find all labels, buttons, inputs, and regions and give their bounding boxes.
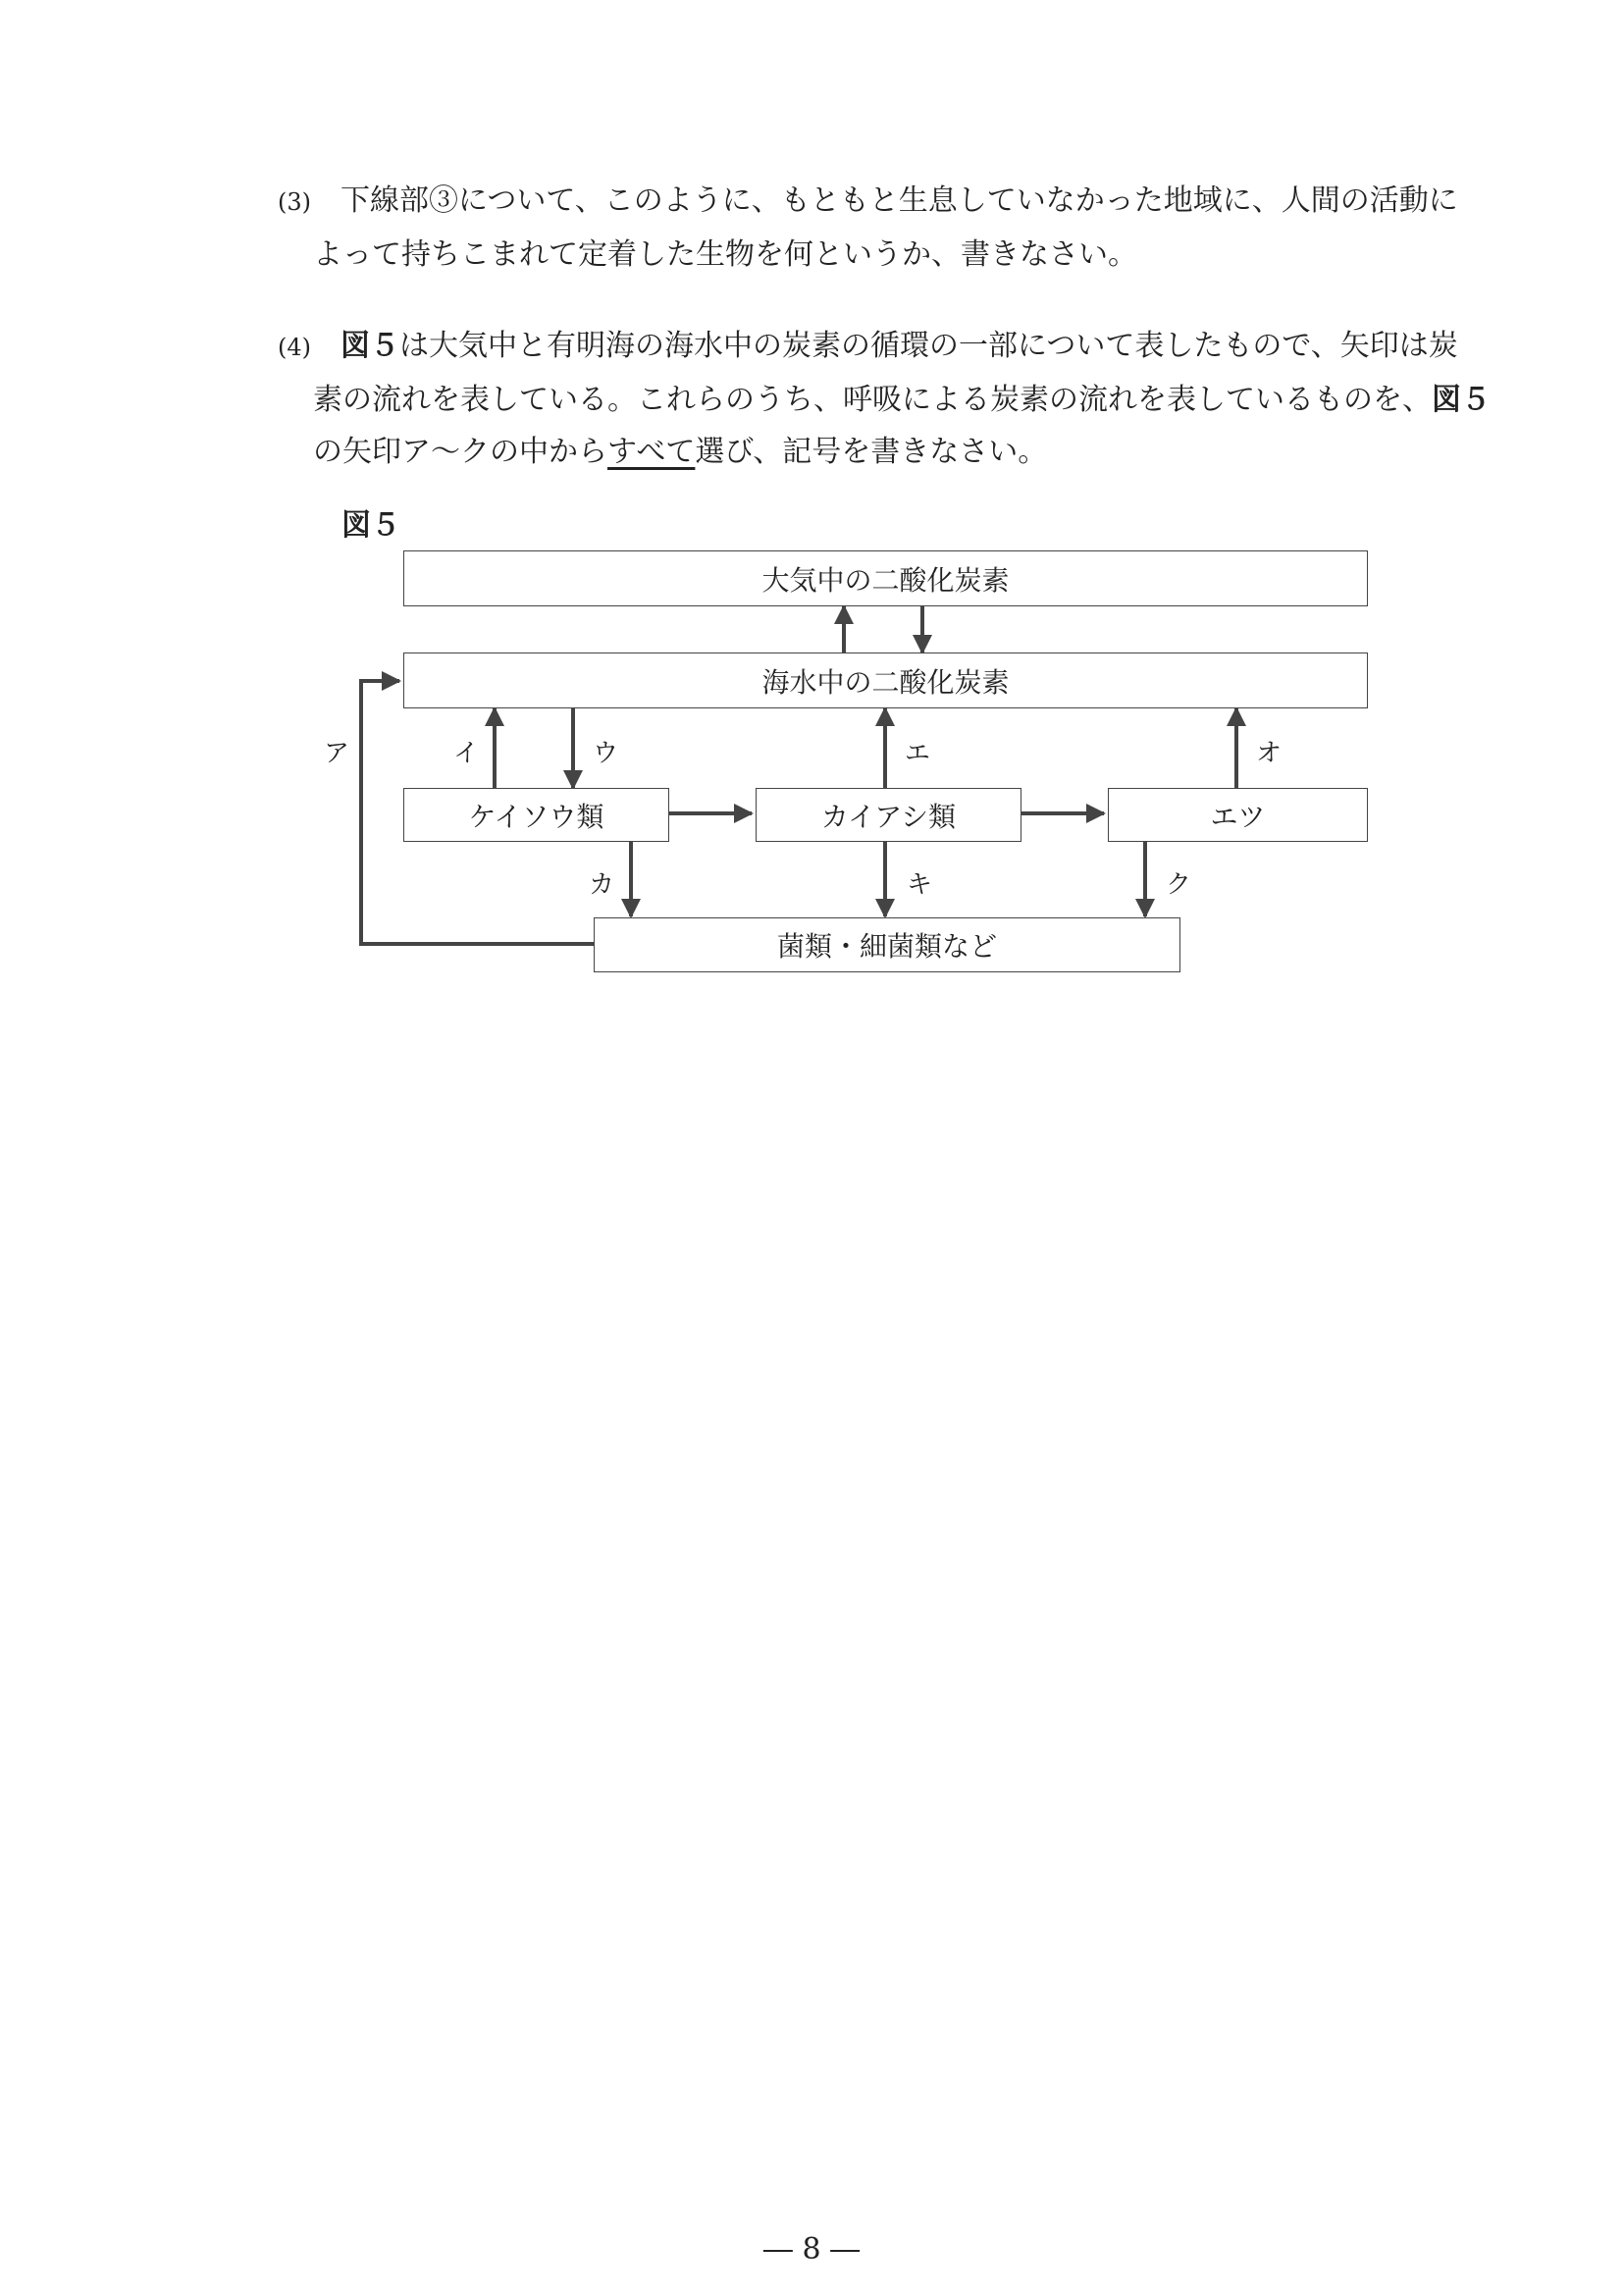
question-4-text-1: は大気中と有明海の海水中の炭素の循環の一部について表したもので、矢印は炭 bbox=[399, 329, 1458, 363]
arrow-label-u: ウ bbox=[593, 739, 619, 768]
copepods-box: カイアシ類 bbox=[756, 788, 1021, 842]
question-4-text-4: 選び、記号を書きなさい。 bbox=[695, 435, 1048, 469]
figure-reference: 図５ bbox=[340, 329, 399, 363]
decomposers-box: 菌類・細菌類など bbox=[594, 917, 1180, 972]
arrow-label-ku: ク bbox=[1166, 870, 1192, 900]
question-4-number: (4) bbox=[278, 334, 311, 361]
figure-reference: 図５ bbox=[1432, 383, 1491, 417]
underlined-emphasis: すべて bbox=[607, 435, 696, 469]
arrow-label-a: ア bbox=[324, 739, 350, 768]
diatoms-box: ケイソウ類 bbox=[403, 788, 669, 842]
arrow-label-o: オ bbox=[1256, 739, 1283, 768]
page-number: ― 8 ― bbox=[762, 2232, 861, 2267]
anchovy-box: エツ bbox=[1108, 788, 1368, 842]
atmosphere-co2-box: 大気中の二酸化炭素 bbox=[403, 550, 1368, 606]
question-3-number: (3) bbox=[278, 188, 311, 216]
question-3-text-1: 下線部③について、このように、もともと生息していなかった地域に、人間の活動に bbox=[340, 183, 1458, 218]
arrow-label-e: エ bbox=[905, 739, 931, 768]
question-4-text-2: 素の流れを表している。これらのうち、呼吸による炭素の流れを表しているものを、 bbox=[313, 383, 1432, 417]
question-3-line-2: よって持ちこまれて定着した生物を何というか、書きなさい。 bbox=[313, 237, 1137, 272]
arrow-label-ka: カ bbox=[589, 870, 615, 900]
question-4-text-3: の矢印ア～クの中から bbox=[313, 435, 607, 469]
seawater-co2-box: 海水中の二酸化炭素 bbox=[403, 652, 1368, 708]
figure-label: 図５ bbox=[341, 508, 400, 543]
arrow-label-ki: キ bbox=[907, 870, 933, 900]
arrow-label-i: イ bbox=[453, 739, 480, 768]
